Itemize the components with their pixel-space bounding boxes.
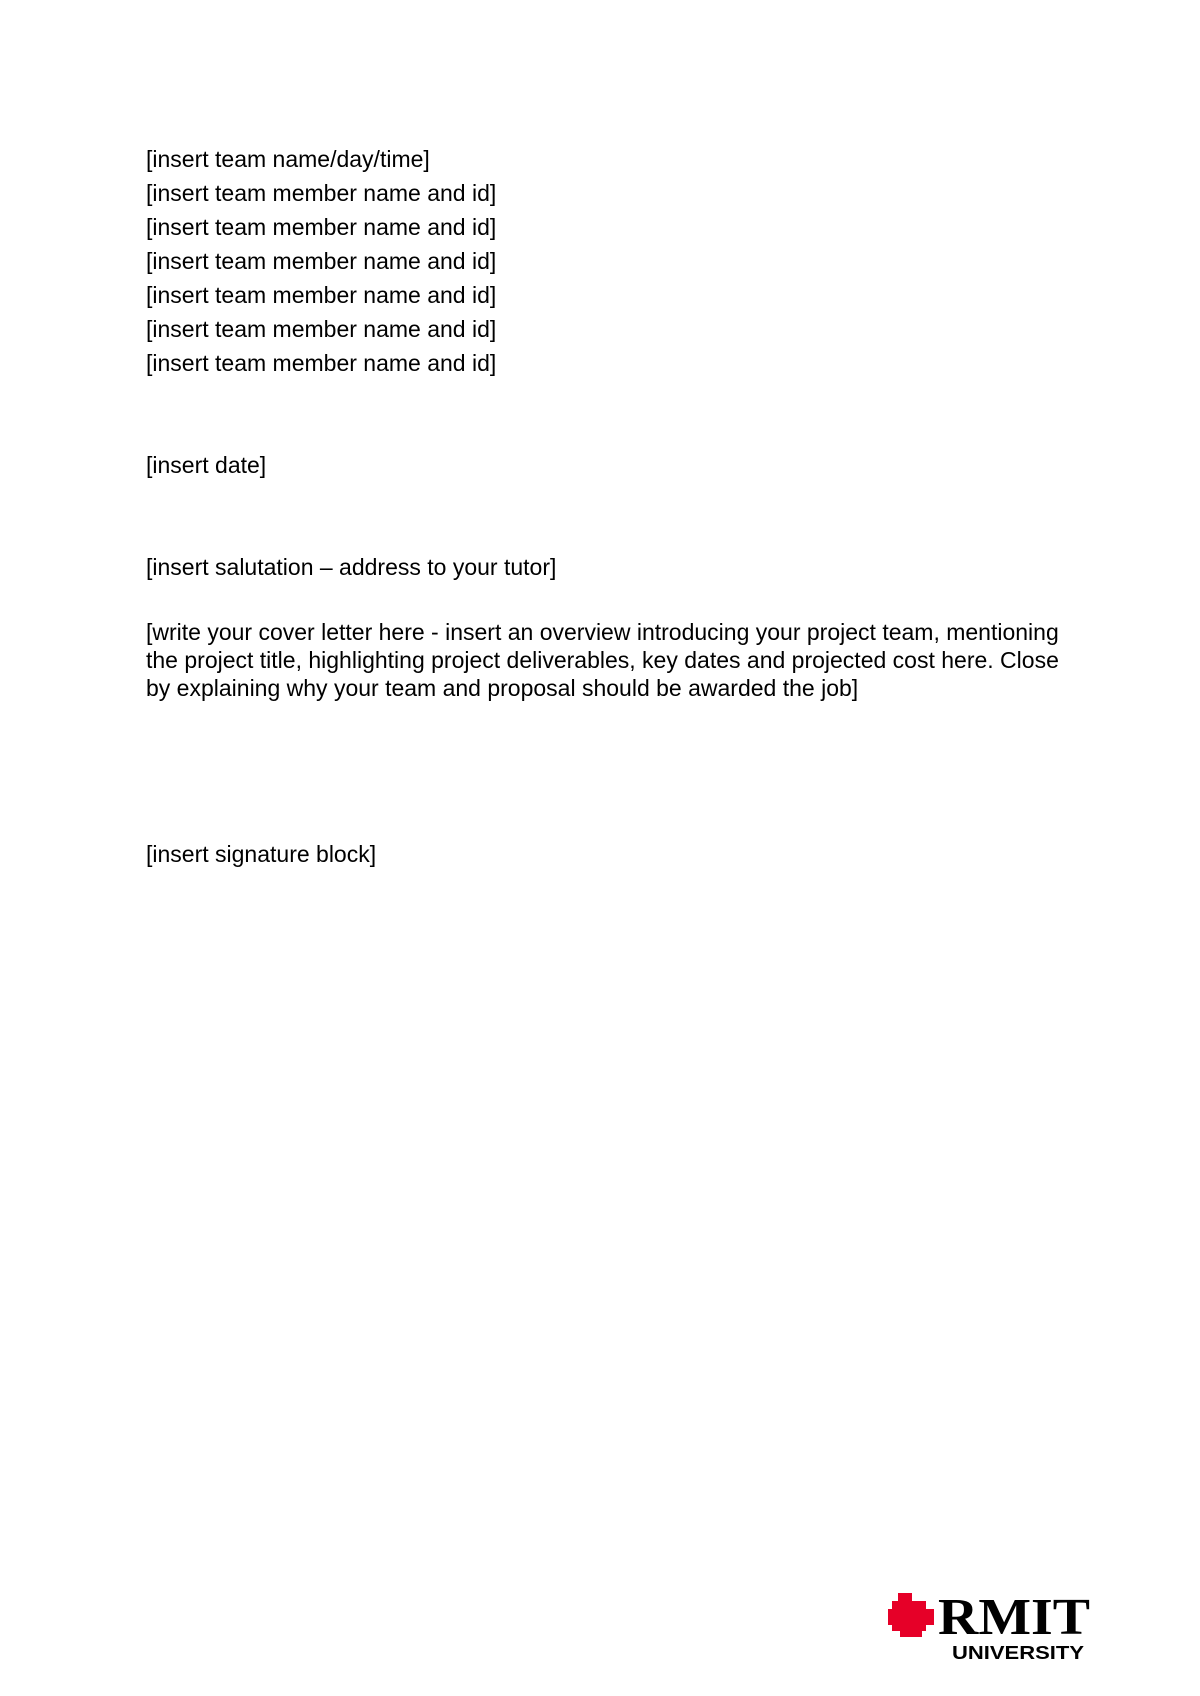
logo-subtitle: UNIVERSITY xyxy=(952,1643,1084,1663)
logo-wordmark: RMIT xyxy=(938,1589,1090,1646)
team-member-line: [insert team member name and id] xyxy=(146,214,497,240)
rmit-logo xyxy=(888,1587,1093,1665)
rmit-pixel-emblem-icon xyxy=(888,1593,934,1637)
team-header xyxy=(146,142,1066,380)
team-member-line: [insert team member name and id] xyxy=(146,180,497,206)
signature-block: [insert signature block] xyxy=(146,841,377,867)
team-member-line: [insert team member name and id] xyxy=(146,350,497,376)
team-member-line: [insert team member name and id] xyxy=(146,248,497,274)
team-member-line: [insert team member name and id] xyxy=(146,282,497,308)
date-line: [insert date] xyxy=(146,452,267,478)
salutation-line: [insert salutation – address to your tutor] xyxy=(146,554,557,580)
cover-letter-paragraph: [write your cover letter here - insert an overview introducing your project team, mentioning the project title, highlighting project deliverables, key dates and projected cost here. Close by explaining why your team and proposal should be awarded the job] xyxy=(146,619,1059,701)
team-name-line: [insert team name/day/time] xyxy=(146,146,430,172)
team-member-line: [insert team member name and id] xyxy=(146,316,497,342)
letter-body xyxy=(146,142,1066,871)
